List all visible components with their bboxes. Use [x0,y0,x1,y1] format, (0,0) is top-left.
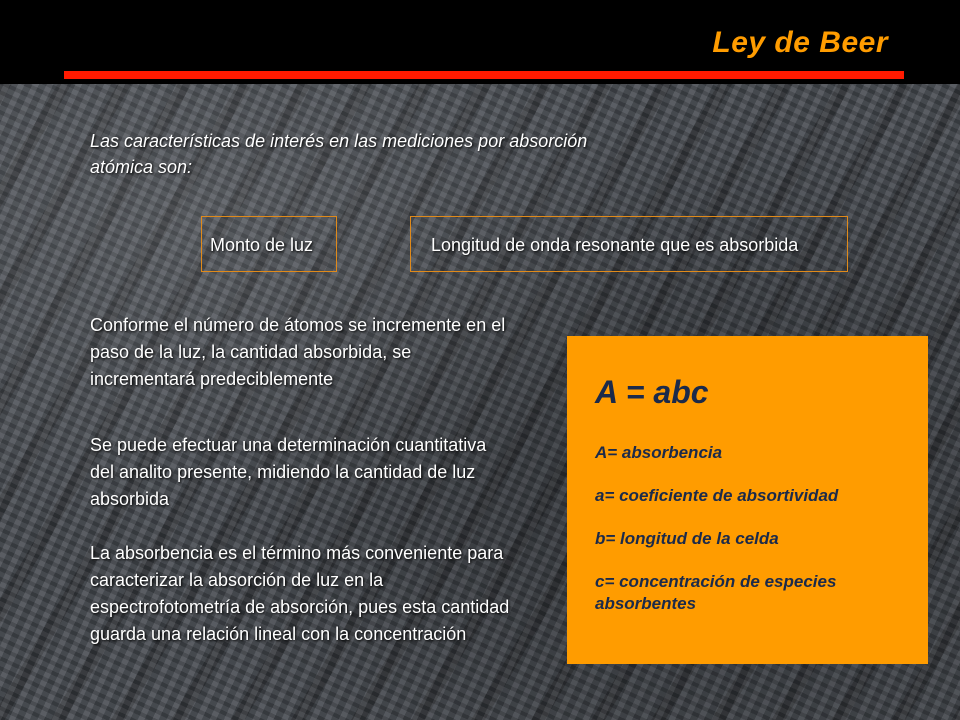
definition-absorptivity: a= coeficiente de absortividad [595,486,839,505]
characteristic-box-resonant-wavelength: Longitud de onda resonante que es absorbida [410,216,848,272]
characteristic-box-light-amount: Monto de luz [201,216,337,272]
definition-absorbance: A= absorbencia [595,443,723,462]
slide-title: Ley de Beer [712,26,888,59]
paragraph-atom-count: Conforme el número de átomos se incremente en el paso de la luz, la cantidad absorbida, se incrementará predeciblemente [90,315,506,389]
formula-panel [567,336,928,664]
intro-text: Las características de interés en las mediciones por absorción atómica son: [90,131,588,177]
header-red-rule [64,71,904,79]
definition-concentration: c= concentración de especies absorbentes [595,572,837,613]
paragraph-quantitative-determination: Se puede efectuar una determinación cuantitativa del analito presente, midiendo la cantidad de luz absorbida [90,435,487,509]
header-bar [0,0,960,84]
paragraph-absorbance-linearity: La absorbencia es el término más conveniente para caracterizar la absorción de luz en la espectrofotometría de absorción, pues esta cantidad guarda una relación lineal con la concentración [90,543,510,644]
formula-definitions-list [595,442,915,615]
definition-cell-length: b= longitud de la celda [595,529,779,548]
beer-law-formula: A = abc [595,374,709,410]
